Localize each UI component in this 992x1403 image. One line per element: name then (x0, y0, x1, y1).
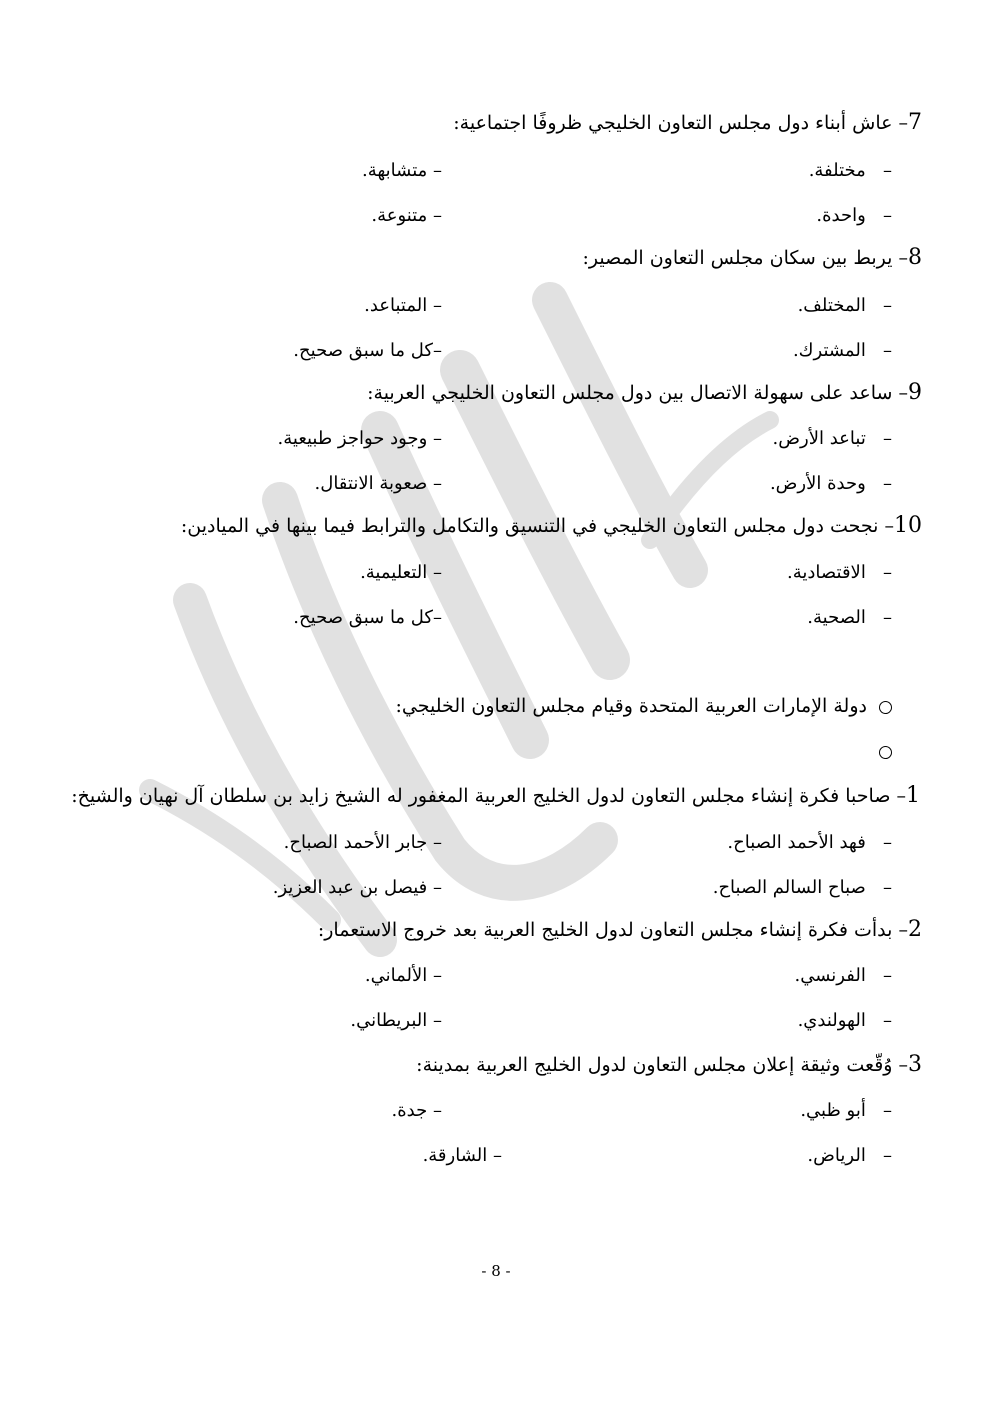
question-text: وُقّعت وثيقة إعلان مجلس التعاون لدول الخليج العربية بمدينة: (416, 1054, 893, 1076)
option: – الصحية. (807, 607, 892, 628)
option: – فيصل بن عبد العزيز. (272, 877, 442, 898)
circle-bullet-icon (879, 746, 892, 759)
question-number: 10 (894, 513, 922, 538)
option: – وحدة الأرض. (769, 473, 892, 494)
option: – المختلف. (797, 295, 892, 316)
option: – جابر الأحمد الصباح. (283, 832, 442, 853)
option: – تباعد الأرض. (772, 428, 892, 449)
option: – متنوعة. (371, 205, 442, 226)
option: – الرياض. (807, 1145, 892, 1166)
question-number: 1 (906, 783, 920, 808)
question-number: 2 (908, 917, 922, 942)
page-number: - 8 - (481, 1262, 511, 1280)
question-number: 3 (908, 1052, 922, 1077)
option: – صباح السالم الصباح. (712, 877, 892, 898)
question-1: 1– صاحبا فكرة إنشاء مجلس التعاون لدول الخليج العربية المغفور له الشيخ زايد بن سلطان آل نهيان والشيخ: (71, 783, 920, 808)
question-text: يربط بين سكان مجلس التعاون المصير: (582, 247, 893, 269)
option: – الفرنسي. (794, 965, 892, 986)
question-7: 7– عاش أبناء دول مجلس التعاون الخليجي ظروفًا اجتماعية: (453, 110, 922, 135)
option: – جدة. (391, 1100, 442, 1121)
question-text: عاش أبناء دول مجلس التعاون الخليجي ظروفًا اجتماعية: (453, 112, 893, 134)
question-text: صاحبا فكرة إنشاء مجلس التعاون لدول الخليج العربية المغفور له الشيخ زايد بن سلطان آل نهيان والشيخ: (71, 785, 891, 807)
question-10: 10– نجحت دول مجلس التعاون الخليجي في التنسيق والتكامل والترابط فيما بينها في الميادين: (180, 513, 922, 538)
option: –كل ما سبق صحيح. (293, 340, 442, 361)
question-2: 2– بدأت فكرة إنشاء مجلس التعاون لدول الخليج العربية بعد خروج الاستعمار: (317, 917, 922, 942)
option: – الألماني. (364, 965, 442, 986)
option: – متشابهة. (361, 160, 442, 181)
option: – المتباعد. (364, 295, 442, 316)
option: – فهد الأحمد الصباح. (727, 832, 892, 853)
question-text: نجحت دول مجلس التعاون الخليجي في التنسيق والتكامل والترابط فيما بينها في الميادين: (180, 515, 879, 537)
empty-bullet (867, 740, 892, 762)
handwritten-watermark (130, 240, 810, 1000)
question-number: 7 (908, 110, 922, 135)
question-number: 8 (908, 245, 922, 270)
question-text: ساعد على سهولة الاتصال بين دول مجلس التعاون الخليجي العربية: (367, 382, 893, 404)
circle-bullet-icon (879, 701, 892, 714)
option: – صعوبة الانتقال. (314, 473, 442, 494)
option: – البريطاني. (350, 1010, 442, 1031)
option: – التعليمية. (360, 562, 442, 583)
option: – الشارقة. (422, 1145, 502, 1166)
option: – المشترك. (792, 340, 892, 361)
question-number: 9 (908, 380, 922, 405)
section-heading: دولة الإمارات العربية المتحدة وقيام مجلس التعاون الخليجي: (396, 695, 892, 717)
question-9: 9– ساعد على سهولة الاتصال بين دول مجلس التعاون الخليجي العربية: (367, 380, 922, 405)
option: – واحدة. (816, 205, 892, 226)
option: – الهولندي. (797, 1010, 892, 1031)
option: –كل ما سبق صحيح. (293, 607, 442, 628)
question-text: بدأت فكرة إنشاء مجلس التعاون لدول الخليج العربية بعد خروج الاستعمار: (317, 919, 893, 941)
option: – أبو ظبي. (800, 1100, 892, 1121)
question-3: 3– وُقّعت وثيقة إعلان مجلس التعاون لدول الخليج العربية بمدينة: (416, 1052, 922, 1077)
option: – الاقتصادية. (787, 562, 892, 583)
option: – وجود حواجز طبيعية. (277, 428, 442, 449)
option: – مختلفة. (808, 160, 892, 181)
question-8: 8– يربط بين سكان مجلس التعاون المصير: (582, 245, 922, 270)
